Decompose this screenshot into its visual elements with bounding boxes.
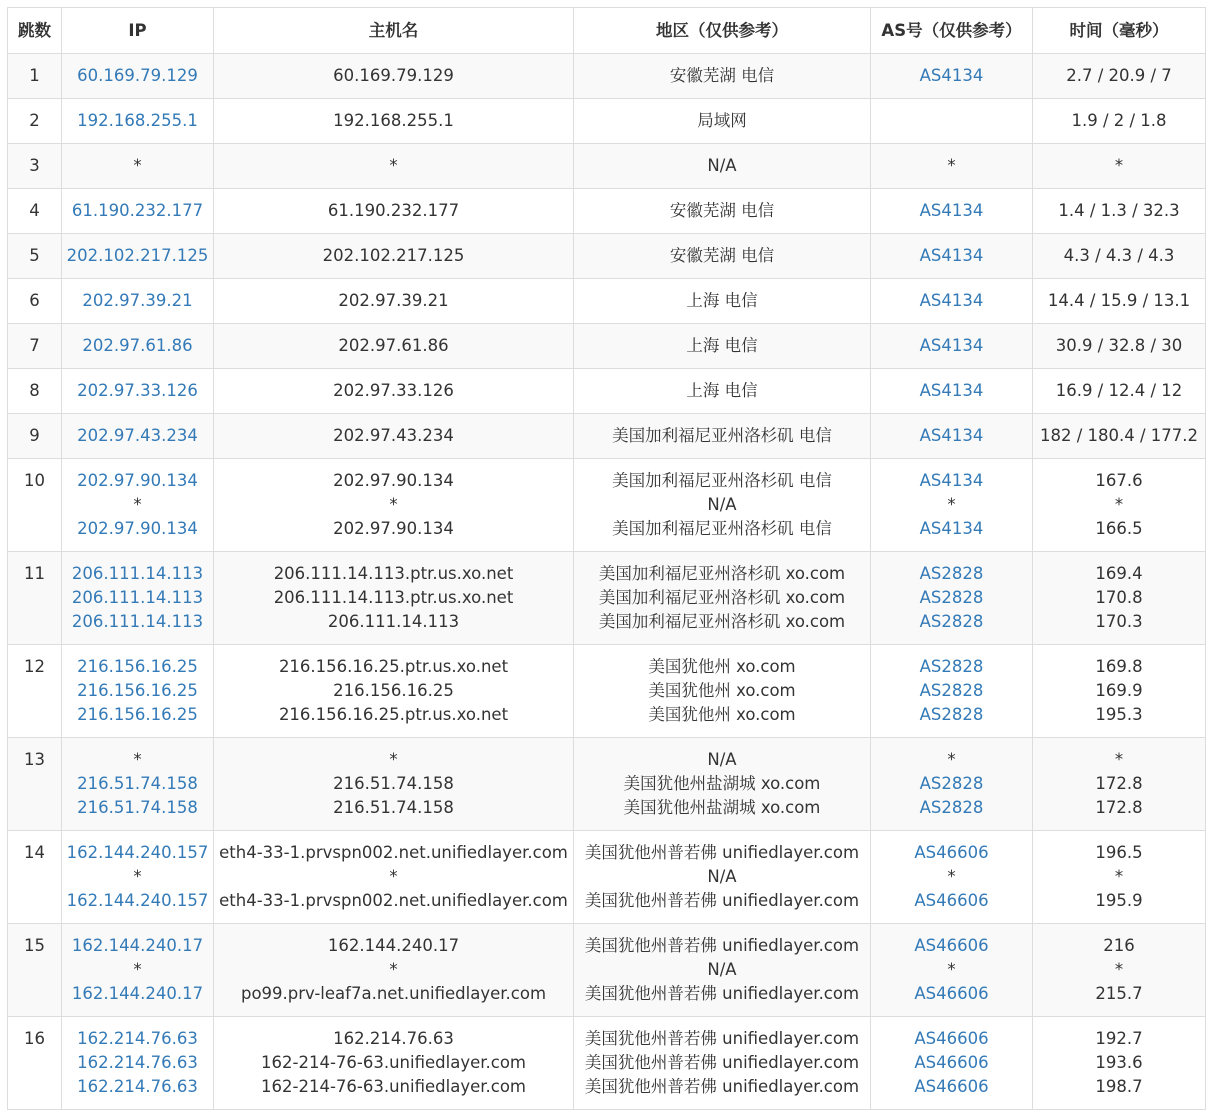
hostname-value: 206.111.14.113 [327, 612, 460, 631]
region-value: 美国加利福尼亚州洛杉矶 xo.com [598, 612, 846, 631]
ip-address-value: * [133, 960, 142, 979]
hop-number: 14 [8, 831, 62, 924]
asn-link[interactable]: AS4134 [919, 291, 984, 310]
latency-cell [1033, 552, 1206, 645]
ip-address-cell [62, 144, 214, 189]
region-value: 美国加利福尼亚州洛杉矶 电信 [612, 519, 832, 538]
asn-link[interactable]: AS4134 [919, 471, 984, 490]
region-cell [574, 831, 871, 924]
region-value: 美国犹他州盐湖城 xo.com [623, 774, 821, 793]
ip-address-link[interactable]: 162.144.240.17 [71, 936, 204, 955]
hostname-cell [214, 369, 574, 414]
region-value: N/A [707, 495, 737, 514]
header-time: 时间（毫秒） [1033, 8, 1206, 54]
hop-number: 7 [8, 324, 62, 369]
latency-value: 195.3 [1095, 705, 1143, 724]
asn-cell [871, 279, 1033, 324]
ip-address-link[interactable]: 216.51.74.158 [77, 798, 198, 817]
asn-link[interactable]: AS4134 [919, 201, 984, 220]
hostname-value: * [389, 495, 398, 514]
latency-cell [1033, 324, 1206, 369]
latency-value: 170.8 [1095, 588, 1143, 607]
hop-number: 6 [8, 279, 62, 324]
hostname-value: * [389, 156, 398, 175]
latency-cell [1033, 369, 1206, 414]
ip-address-cell [62, 234, 214, 279]
region-value: 安徽芜湖 电信 [669, 66, 775, 85]
asn-link[interactable]: AS46606 [914, 1077, 989, 1096]
region-cell [574, 234, 871, 279]
traceroute-table [7, 7, 1206, 1110]
hostname-value: 162-214-76-63.unifiedlayer.com [261, 1053, 526, 1072]
asn-link[interactable]: AS46606 [914, 843, 989, 862]
latency-cell [1033, 279, 1206, 324]
latency-value: 182 / 180.4 / 177.2 [1039, 426, 1199, 445]
hostname-cell [214, 552, 574, 645]
latency-cell [1033, 189, 1206, 234]
region-value: 美国加利福尼亚州洛杉矶 xo.com [598, 564, 846, 583]
region-cell [574, 99, 871, 144]
hostname-cell [214, 459, 574, 552]
latency-value: 198.7 [1095, 1077, 1143, 1096]
hop-number: 8 [8, 369, 62, 414]
hop-number: 9 [8, 414, 62, 459]
ip-address-cell [62, 831, 214, 924]
table-row [8, 279, 1206, 324]
hostname-value: 202.97.90.134 [333, 471, 454, 490]
ip-address-link[interactable]: 162.214.76.63 [77, 1077, 198, 1096]
region-cell [574, 414, 871, 459]
latency-cell [1033, 234, 1206, 279]
table-row [8, 738, 1206, 831]
asn-link[interactable]: AS46606 [914, 891, 989, 910]
hostname-cell [214, 279, 574, 324]
asn-value: * [947, 960, 956, 979]
ip-address-cell [62, 279, 214, 324]
hostname-cell [214, 831, 574, 924]
latency-value: 16.9 / 12.4 / 12 [1055, 381, 1183, 400]
asn-cell [871, 99, 1033, 144]
region-value: N/A [707, 750, 737, 769]
ip-address-link[interactable]: 162.144.240.17 [71, 984, 204, 1003]
table-row [8, 54, 1206, 99]
asn-link[interactable]: AS4134 [919, 336, 984, 355]
latency-value: 169.9 [1095, 681, 1143, 700]
region-value: 美国犹他州普若佛 unifiedlayer.com [584, 936, 860, 955]
asn-link[interactable]: AS4134 [919, 381, 984, 400]
latency-cell [1033, 144, 1206, 189]
ip-address-link[interactable]: 192.168.255.1 [77, 111, 198, 130]
latency-value: 196.5 [1095, 843, 1143, 862]
latency-cell [1033, 924, 1206, 1017]
hostname-value: 202.97.61.86 [338, 336, 449, 355]
table-row [8, 924, 1206, 1017]
latency-cell [1033, 54, 1206, 99]
hostname-cell [214, 144, 574, 189]
hostname-value: * [389, 750, 398, 769]
hostname-value: po99.prv-leaf7a.net.unifiedlayer.com [240, 984, 547, 1003]
latency-value: 169.4 [1095, 564, 1143, 583]
asn-link[interactable]: AS4134 [919, 519, 984, 538]
asn-cell [871, 234, 1033, 279]
hostname-value: 60.169.79.129 [333, 66, 454, 85]
hop-number: 11 [8, 552, 62, 645]
header-asn: AS号（仅供参考） [871, 8, 1033, 54]
asn-link[interactable]: AS46606 [914, 984, 989, 1003]
table-row [8, 831, 1206, 924]
asn-value: * [947, 495, 956, 514]
hostname-value: 162.214.76.63 [333, 1029, 454, 1048]
ip-address-value: * [133, 867, 142, 886]
asn-value: * [947, 867, 956, 886]
region-value: 美国犹他州普若佛 unifiedlayer.com [584, 1077, 860, 1096]
region-value: 美国加利福尼亚州洛杉矶 电信 [612, 471, 832, 490]
table-row [8, 1017, 1206, 1110]
hop-number: 3 [8, 144, 62, 189]
asn-cell [871, 189, 1033, 234]
asn-link[interactable]: AS46606 [914, 1053, 989, 1072]
region-value: 局域网 [697, 111, 747, 130]
latency-value: 4.3 / 4.3 / 4.3 [1063, 246, 1175, 265]
asn-cell [871, 54, 1033, 99]
region-cell [574, 1017, 871, 1110]
header-hostname: 主机名 [214, 8, 574, 54]
hostname-value: 192.168.255.1 [333, 111, 454, 130]
hostname-value: 216.156.16.25.ptr.us.xo.net [278, 657, 509, 676]
asn-cell [871, 552, 1033, 645]
region-cell [574, 189, 871, 234]
latency-cell [1033, 738, 1206, 831]
region-value: N/A [707, 156, 737, 175]
asn-link[interactable]: AS2828 [919, 705, 984, 724]
region-cell [574, 645, 871, 738]
region-cell [574, 738, 871, 831]
region-cell [574, 324, 871, 369]
ip-address-cell [62, 645, 214, 738]
latency-value: 166.5 [1095, 519, 1143, 538]
latency-value: * [1114, 867, 1124, 886]
hostname-cell [214, 189, 574, 234]
asn-link[interactable]: AS2828 [919, 798, 984, 817]
hostname-value: 202.97.90.134 [333, 519, 454, 538]
asn-cell [871, 414, 1033, 459]
hostname-value: 216.51.74.158 [333, 774, 454, 793]
asn-value [871, 109, 1032, 133]
region-value: 美国加利福尼亚州洛杉矶 电信 [612, 426, 832, 445]
latency-cell [1033, 99, 1206, 144]
region-value: 安徽芜湖 电信 [669, 201, 775, 220]
hop-number: 5 [8, 234, 62, 279]
latency-value: 195.9 [1095, 891, 1143, 910]
region-cell [574, 552, 871, 645]
hostname-cell [214, 924, 574, 1017]
ip-address-value: * [133, 156, 142, 175]
table-row [8, 645, 1206, 738]
region-value: 上海 电信 [686, 291, 758, 310]
asn-link[interactable]: AS2828 [919, 774, 984, 793]
latency-value: * [1114, 156, 1124, 175]
ip-address-link[interactable]: 202.97.90.134 [77, 471, 198, 490]
hostname-cell [214, 414, 574, 459]
asn-link[interactable]: AS46606 [914, 1029, 989, 1048]
region-value: 美国犹他州 xo.com [648, 705, 796, 724]
ip-address-link[interactable]: 216.156.16.25 [77, 657, 198, 676]
hop-number: 16 [8, 1017, 62, 1110]
latency-value: 172.8 [1095, 774, 1143, 793]
latency-value: 215.7 [1095, 984, 1143, 1003]
hostname-cell [214, 234, 574, 279]
latency-cell [1033, 831, 1206, 924]
hostname-value: 162-214-76-63.unifiedlayer.com [261, 1077, 526, 1096]
region-cell [574, 144, 871, 189]
ip-address-cell [62, 324, 214, 369]
hostname-value: 206.111.14.113.ptr.us.xo.net [273, 564, 514, 583]
latency-value: 1.9 / 2 / 1.8 [1071, 111, 1167, 130]
table-row [8, 324, 1206, 369]
asn-link[interactable]: AS4134 [919, 426, 984, 445]
header-region: 地区（仅供参考） [574, 8, 871, 54]
latency-cell [1033, 645, 1206, 738]
asn-cell [871, 831, 1033, 924]
hostname-value: eth4-33-1.prvspn002.net.unifiedlayer.com [219, 891, 568, 910]
asn-link[interactable]: AS4134 [919, 246, 984, 265]
region-value: 美国犹他州盐湖城 xo.com [623, 798, 821, 817]
ip-address-value: * [133, 495, 142, 514]
latency-value: 170.3 [1095, 612, 1143, 631]
ip-address-link[interactable]: 206.111.14.113 [71, 612, 204, 631]
asn-cell [871, 324, 1033, 369]
latency-value: * [1114, 495, 1124, 514]
table-row [8, 189, 1206, 234]
table-row [8, 99, 1206, 144]
hostname-value: 202.97.33.126 [333, 381, 454, 400]
asn-cell [871, 1017, 1033, 1110]
hostname-value: 202.97.43.234 [333, 426, 454, 445]
hostname-value: 216.156.16.25.ptr.us.xo.net [278, 705, 509, 724]
latency-value: 2.7 / 20.9 / 7 [1066, 66, 1172, 85]
ip-address-link[interactable]: 206.111.14.113 [71, 564, 204, 583]
header-hop: 跳数 [8, 8, 62, 54]
hop-number: 4 [8, 189, 62, 234]
asn-value: * [947, 750, 956, 769]
hop-number: 15 [8, 924, 62, 1017]
asn-link[interactable]: AS2828 [919, 564, 984, 583]
asn-link[interactable]: AS2828 [919, 612, 984, 631]
asn-cell [871, 645, 1033, 738]
ip-address-cell [62, 924, 214, 1017]
asn-link[interactable]: AS46606 [914, 936, 989, 955]
header-ip: IP [62, 8, 214, 54]
ip-address-value: * [133, 750, 142, 769]
latency-value: 216 [1103, 936, 1135, 955]
hostname-value: 162.144.240.17 [327, 936, 460, 955]
hostname-value: * [389, 867, 398, 886]
region-value: 美国犹他州普若佛 unifiedlayer.com [584, 984, 860, 1003]
hostname-value: 216.156.16.25 [333, 681, 454, 700]
ip-address-link[interactable]: 162.214.76.63 [77, 1029, 198, 1048]
latency-value: 172.8 [1095, 798, 1143, 817]
region-cell [574, 54, 871, 99]
table-row [8, 234, 1206, 279]
table-row [8, 144, 1206, 189]
hop-number: 10 [8, 459, 62, 552]
ip-address-link[interactable]: 162.144.240.157 [66, 843, 209, 862]
hostname-value: * [389, 960, 398, 979]
asn-cell [871, 459, 1033, 552]
asn-cell [871, 924, 1033, 1017]
hop-number: 1 [8, 54, 62, 99]
ip-address-link[interactable]: 216.51.74.158 [77, 774, 198, 793]
ip-address-cell [62, 369, 214, 414]
latency-value: 192.7 [1095, 1029, 1143, 1048]
ip-address-link[interactable]: 216.156.16.25 [77, 705, 198, 724]
latency-cell [1033, 414, 1206, 459]
hostname-cell [214, 324, 574, 369]
table-row [8, 552, 1206, 645]
ip-address-cell [62, 459, 214, 552]
region-value: 美国犹他州 xo.com [648, 681, 796, 700]
ip-address-link[interactable]: 202.102.217.125 [66, 246, 209, 265]
hop-number: 2 [8, 99, 62, 144]
ip-address-cell [62, 1017, 214, 1110]
ip-address-cell [62, 189, 214, 234]
ip-address-link[interactable]: 202.97.39.21 [82, 291, 193, 310]
asn-cell [871, 738, 1033, 831]
ip-address-link[interactable]: 206.111.14.113 [71, 588, 204, 607]
table-row [8, 414, 1206, 459]
latency-value: 14.4 / 15.9 / 13.1 [1047, 291, 1191, 310]
hostname-cell [214, 645, 574, 738]
table-row [8, 369, 1206, 414]
ip-address-link[interactable]: 216.156.16.25 [77, 681, 198, 700]
hostname-value: 61.190.232.177 [327, 201, 460, 220]
latency-value: 30.9 / 32.8 / 30 [1055, 336, 1183, 355]
ip-address-cell [62, 414, 214, 459]
latency-value: * [1114, 960, 1124, 979]
region-cell [574, 279, 871, 324]
asn-link[interactable]: AS2828 [919, 681, 984, 700]
region-value: 美国犹他州普若佛 unifiedlayer.com [584, 1029, 860, 1048]
latency-value: 1.4 / 1.3 / 32.3 [1058, 201, 1180, 220]
hostname-cell [214, 1017, 574, 1110]
region-value: 美国犹他州普若佛 unifiedlayer.com [584, 843, 860, 862]
table-row [8, 459, 1206, 552]
hostname-value: 202.102.217.125 [322, 246, 465, 265]
asn-link[interactable]: AS2828 [919, 588, 984, 607]
table-header-row [8, 8, 1206, 54]
region-cell [574, 369, 871, 414]
ip-address-link[interactable]: 60.169.79.129 [77, 66, 198, 85]
latency-value: 193.6 [1095, 1053, 1143, 1072]
hostname-cell [214, 738, 574, 831]
ip-address-link[interactable]: 162.214.76.63 [77, 1053, 198, 1072]
ip-address-link[interactable]: 61.190.232.177 [71, 201, 204, 220]
ip-address-cell [62, 99, 214, 144]
asn-link[interactable]: AS2828 [919, 657, 984, 676]
ip-address-link[interactable]: 162.144.240.157 [66, 891, 209, 910]
hostname-value: 206.111.14.113.ptr.us.xo.net [273, 588, 514, 607]
region-value: 安徽芜湖 电信 [669, 246, 775, 265]
hostname-value: 202.97.39.21 [338, 291, 449, 310]
region-value: 美国犹他州 xo.com [648, 657, 796, 676]
hostname-cell [214, 99, 574, 144]
region-value: 美国加利福尼亚州洛杉矶 xo.com [598, 588, 846, 607]
asn-cell [871, 369, 1033, 414]
region-value: 美国犹他州普若佛 unifiedlayer.com [584, 891, 860, 910]
latency-value: 167.6 [1095, 471, 1143, 490]
ip-address-link[interactable]: 202.97.90.134 [77, 519, 198, 538]
latency-cell [1033, 1017, 1206, 1110]
region-value: 上海 电信 [686, 381, 758, 400]
hostname-cell [214, 54, 574, 99]
latency-value: * [1114, 750, 1124, 769]
hostname-value: eth4-33-1.prvspn002.net.unifiedlayer.com [219, 843, 568, 862]
region-value: N/A [707, 867, 737, 886]
latency-value: 169.8 [1095, 657, 1143, 676]
asn-cell [871, 144, 1033, 189]
asn-value: * [947, 156, 956, 175]
ip-address-cell [62, 54, 214, 99]
region-cell [574, 459, 871, 552]
latency-cell [1033, 459, 1206, 552]
region-value: N/A [707, 960, 737, 979]
table-body [8, 54, 1206, 1110]
region-cell [574, 924, 871, 1017]
ip-address-cell [62, 738, 214, 831]
hostname-value: 216.51.74.158 [333, 798, 454, 817]
region-value: 上海 电信 [686, 336, 758, 355]
ip-address-link[interactable]: 202.97.61.86 [82, 336, 193, 355]
asn-link[interactable]: AS4134 [919, 66, 984, 85]
ip-address-link[interactable]: 202.97.43.234 [77, 426, 198, 445]
ip-address-link[interactable]: 202.97.33.126 [77, 381, 198, 400]
ip-address-cell [62, 552, 214, 645]
hop-number: 12 [8, 645, 62, 738]
region-value: 美国犹他州普若佛 unifiedlayer.com [584, 1053, 860, 1072]
hop-number: 13 [8, 738, 62, 831]
